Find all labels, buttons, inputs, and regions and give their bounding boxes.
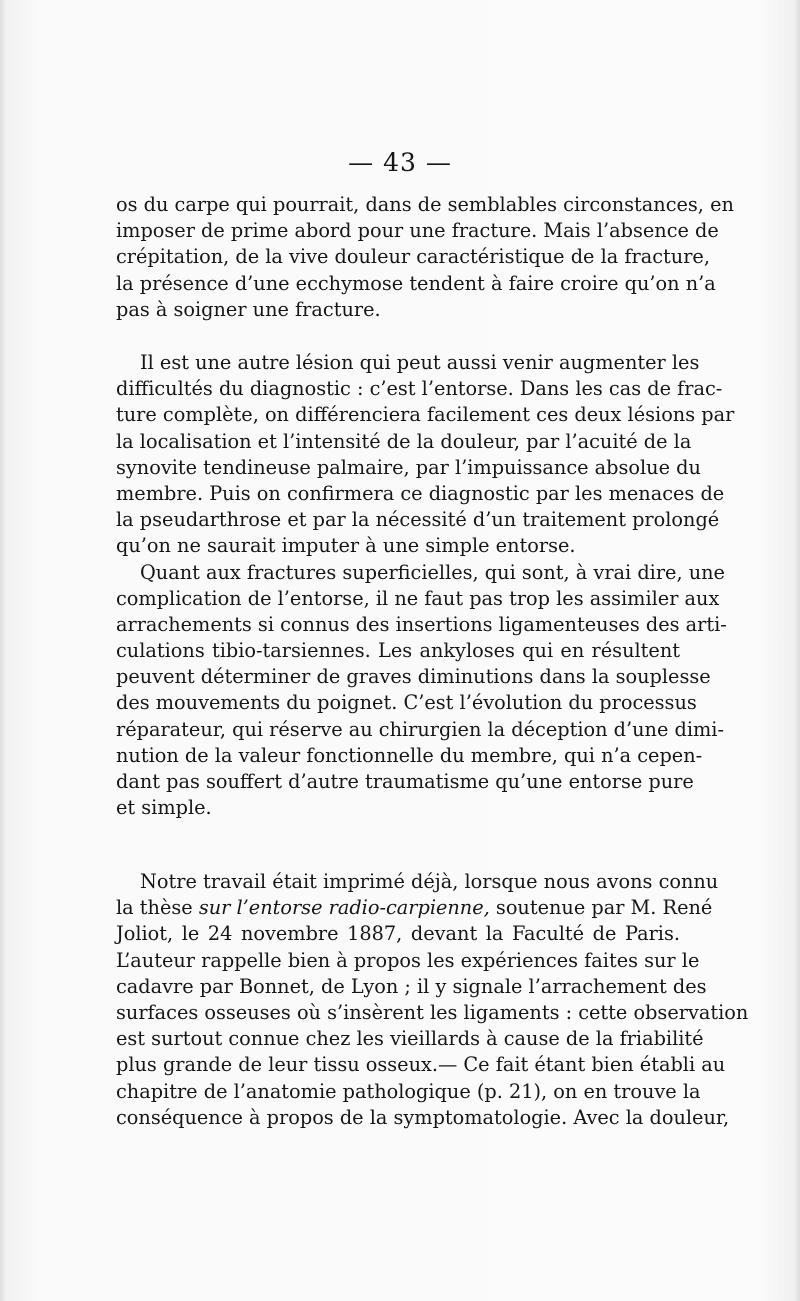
text-line: peuvent déterminer de graves diminutions dans la souplesse xyxy=(116,665,711,689)
text-line: des mouvements du poignet. C’est l’évolution du processus xyxy=(116,691,697,715)
text-line: os du carpe qui pourrait, dans de semblables circonstances, en xyxy=(116,193,734,216)
paragraph-fracture-differential xyxy=(116,192,734,323)
text-line: L’auteur rappelle bien à propos les expériences faites sur le xyxy=(116,948,700,972)
text-line-with-title xyxy=(116,895,713,921)
text-line: Il est une autre lésion qui peut aussi venir augmenter les xyxy=(140,351,700,374)
text-segment: soutenue par M. René xyxy=(495,896,713,920)
text-line: pas à soigner une fracture. xyxy=(116,297,381,321)
text-line: chapitre de l’anatomie pathologique (p. 21), on en trouve la xyxy=(116,1079,701,1103)
paragraph-joliot-thesis xyxy=(116,869,749,1131)
text-line: Joliot, le 24 novembre 1887, devant la Faculté de Paris. xyxy=(116,922,680,946)
text-line: nution de la valeur fonctionnelle du membre, qui n’a cepen- xyxy=(116,743,703,767)
text-line: membre. Puis on confirmera ce diagnostic par les menaces de xyxy=(116,481,725,505)
paragraph-entorse xyxy=(116,350,735,821)
text-line: synovite tendineuse palmaire, par l’impuissance absolue du xyxy=(116,455,701,479)
text-line: difficultés du diagnostic : c’est l’entorse. Dans les cas de frac- xyxy=(116,377,723,401)
text-line: réparateur, qui réserve au chirurgien la déception d’une dimi- xyxy=(116,717,724,741)
page-number: — 43 — xyxy=(348,148,452,177)
text-line: surfaces osseuses où s’insèrent les ligaments : cette observation xyxy=(116,1000,749,1024)
text-line: la pseudarthrose et par la nécessité d’un traitement prolongé xyxy=(116,508,720,532)
text-line: dant pas souffert d’autre traumatisme qu’une entorse pure xyxy=(116,770,694,793)
text-line: cadavre par Bonnet, de Lyon ; il y signale l’arrachement des xyxy=(116,974,707,998)
text-line: Notre travail était imprimé déjà, lorsque nous avons connu xyxy=(140,870,719,893)
text-line: arrachements si connus des insertions ligamenteuses des arti- xyxy=(116,612,727,636)
text-line: Quant aux fractures superficielles, qui sont, à vrai dire, une xyxy=(140,560,725,584)
text-line: ture complète, on différenciera facilement ces deux lésions par xyxy=(116,403,735,427)
text-line: est surtout connue chez les vieillards à cause de la friabilité xyxy=(116,1027,704,1051)
text-line: conséquence à propos de la symptomatologie. Avec la douleur, xyxy=(116,1105,730,1129)
text-segment: la thèse xyxy=(116,896,193,920)
text-line: complication de l’entorse, il ne faut pas trop les assimiler aux xyxy=(116,586,720,610)
text-line: imposer de prime abord pour une fracture. Mais l’absence de xyxy=(116,219,719,243)
thesis-title: sur l’entorse radio-carpienne, xyxy=(198,896,490,920)
text-line: culations tibio-tarsiennes. Les ankyloses qui en résultent xyxy=(116,639,680,663)
text-line: la localisation et l’intensité de la douleur, par l’acuité de la xyxy=(116,429,692,453)
text-line: et simple. xyxy=(116,796,212,820)
text-line: plus grande de leur tissu osseux.— Ce fait étant bien établi au xyxy=(116,1053,726,1077)
text-line: la présence d’une ecchymose tendent à faire croire qu’on n’a xyxy=(116,271,716,295)
text-line: qu’on ne saurait imputer à une simple entorse. xyxy=(116,534,576,558)
text-line: crépitation, de la vive douleur caractéristique de la fracture, xyxy=(116,245,710,269)
